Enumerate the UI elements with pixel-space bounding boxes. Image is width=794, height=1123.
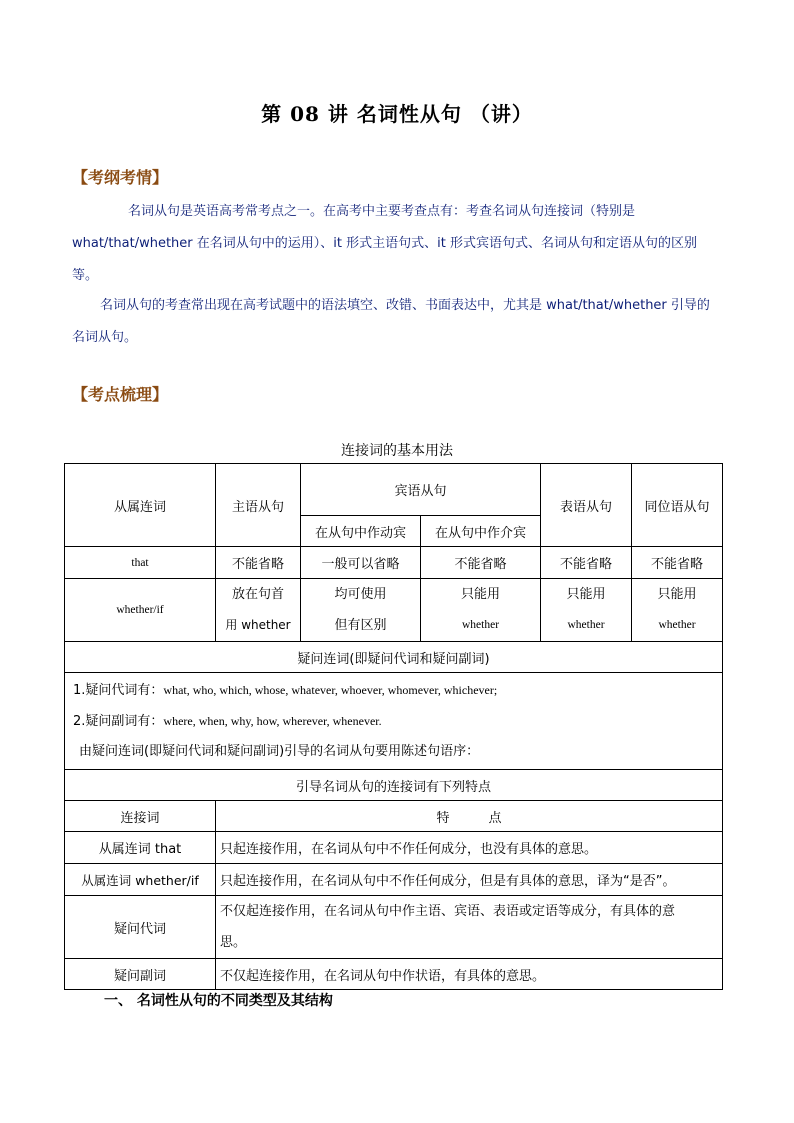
- cell: 放在句首 用 whether: [216, 579, 301, 642]
- cell: 从属连词 that: [65, 832, 216, 864]
- section-heading-exam-info: 【考纲考情】: [72, 168, 169, 187]
- cell: 不能省略: [632, 547, 723, 579]
- interrogative-heading: 疑问连词(即疑问代词和疑问副词): [65, 642, 723, 673]
- table-row: [65, 959, 723, 990]
- section-heading-exam-points: 【考点梳理】: [72, 385, 169, 404]
- cell-conj-whether: whether/if: [65, 579, 216, 642]
- cell: 只起连接作用，在名词从句中不作任何成分，但是有具体的意思，译为“是否”。: [216, 864, 723, 896]
- cell: 不能省略: [216, 547, 301, 579]
- cell: 不能省略: [421, 547, 541, 579]
- interrogative-list-cell: [65, 673, 723, 770]
- cell: 不仅起连接作用，在名词从句中作主语、宾语、表语或定语等成分，有具体的意 思。: [216, 896, 723, 959]
- header-subject-clause: 主语从句: [216, 464, 301, 547]
- table-row: [65, 896, 723, 959]
- intro-paragraph-2: 名词从句的考查常出现在高考试题中的语法填空、改错、书面表达中，尤其是 what/that/whether 引导的名词从句。: [72, 298, 710, 345]
- features-header-features: 特 点: [216, 801, 723, 832]
- intro-paragraph-1: 名词从句是英语高考常考点之一。在高考中主要考查点有：考查名词从句连接词（特别是 what/that/whether 在名词从句中的运用）、it 形式主语句式、it 形式宾语句式、名词从句和定语从句的区别等。: [72, 204, 697, 283]
- header-object-verb: 在从句中作动宾: [301, 516, 421, 547]
- word-order-note: 由疑问连词(即疑问代词和疑问副词)引导的名词从句要用陈述句语序：: [79, 744, 480, 759]
- cell: 只能用 whether: [541, 579, 632, 642]
- cell: 只起连接作用，在名词从句中不作任何成分，也没有具体的意思。: [216, 832, 723, 864]
- cell: 不能省略: [541, 547, 632, 579]
- cell: 疑问副词: [65, 959, 216, 990]
- conjunction-usage-table: [64, 463, 723, 990]
- list-item: 1.疑问代词有：what, who, which, whose, whatever, whoever, whomever, whichever;: [73, 683, 498, 698]
- page-title: 第 08 讲 名词性从句 （讲）: [261, 102, 533, 126]
- table-row: [65, 832, 723, 864]
- list-item: 2.疑问副词有：where, when, why, how, wherever, whenever.: [73, 714, 382, 729]
- cell: 只能用 whether: [421, 579, 541, 642]
- header-object-clause: 宾语从句: [301, 464, 541, 516]
- table-row: [65, 547, 723, 579]
- cell: 均可使用 但有区别: [301, 579, 421, 642]
- features-heading: 引导名词从句的连接词有下列特点: [65, 770, 723, 801]
- table-row: [65, 579, 723, 642]
- cell: 不仅起连接作用，在名词从句中作状语，有具体的意思。: [216, 959, 723, 990]
- header-appositive-clause: 同位语从句: [632, 464, 723, 547]
- features-header-conjunction: 连接词: [65, 801, 216, 832]
- cell-conj-that: that: [65, 547, 216, 579]
- heading-one: 一、 名词性从句的不同类型及其结构: [104, 993, 333, 1009]
- cell: 只能用 whether: [632, 579, 723, 642]
- header-object-prep: 在从句中作介宾: [421, 516, 541, 547]
- cell: 从属连词 whether/if: [65, 864, 216, 896]
- cell: 一般可以省略: [301, 547, 421, 579]
- table-row: [65, 864, 723, 896]
- header-predicative-clause: 表语从句: [541, 464, 632, 547]
- cell: 疑问代词: [65, 896, 216, 959]
- header-conjunction: 从属连词: [65, 464, 216, 547]
- table-caption: 连接词的基本用法: [341, 443, 453, 459]
